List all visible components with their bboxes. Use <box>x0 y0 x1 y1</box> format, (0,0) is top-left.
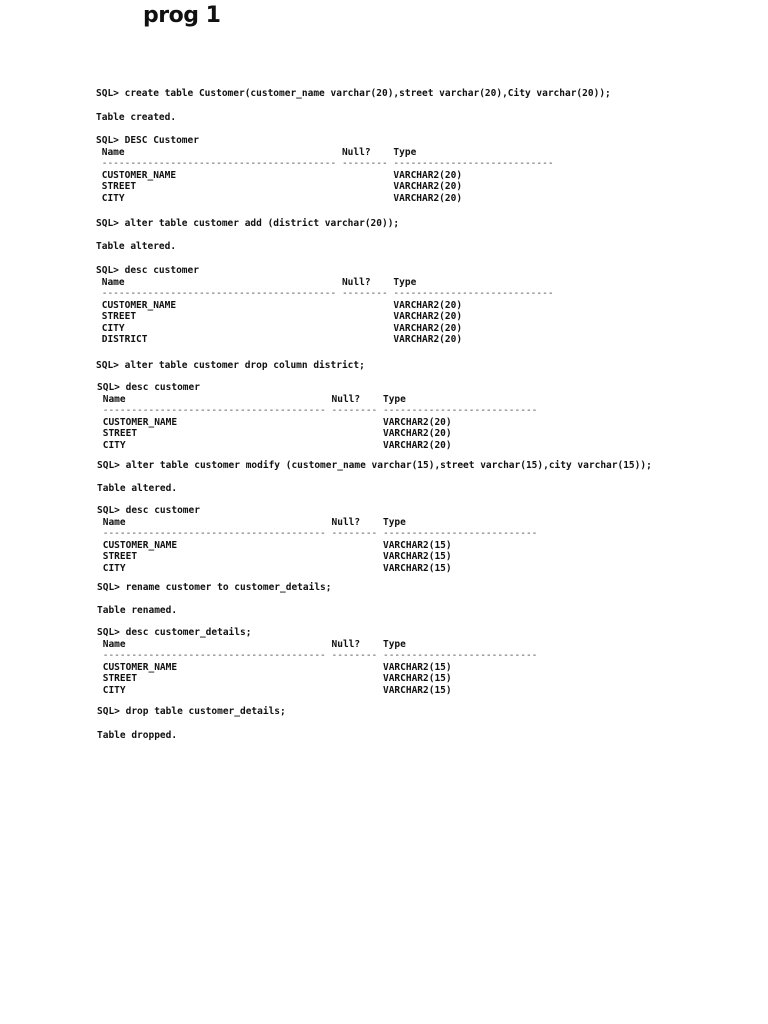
sql-line: CITY VARCHAR2(20) <box>97 439 452 451</box>
sql-line: ----------------------------------------- -------- ---------------------------- <box>96 158 554 169</box>
sql-line: SQL> desc customer <box>97 505 200 516</box>
sql-line: CUSTOMER_NAME VARCHAR2(15) <box>97 539 452 551</box>
sql-line: SQL> alter table customer drop column district; <box>96 360 365 371</box>
sql-line: CUSTOMER_NAME VARCHAR2(15) <box>97 661 452 673</box>
sql-block <box>96 360 365 372</box>
sql-block <box>96 218 399 230</box>
sql-line: STREET VARCHAR2(15) <box>97 551 452 562</box>
sql-block <box>97 460 652 472</box>
sql-line: CITY VARCHAR2(20) <box>96 192 463 204</box>
sql-line: SQL> drop table customer_details; <box>97 706 286 717</box>
sql-line: --------------------------------------- -------- --------------------------- <box>97 528 538 539</box>
sql-line: Name Null? Type <box>97 393 406 405</box>
sql-block <box>96 241 176 253</box>
sql-line: SQL> rename customer to customer_details; <box>97 582 332 593</box>
sql-block <box>97 627 537 696</box>
page-title: prog 1 <box>143 3 221 28</box>
sql-line: SQL> desc customer <box>96 265 199 276</box>
sql-block <box>96 88 611 100</box>
sql-line: CUSTOMER_NAME VARCHAR2(20) <box>96 169 463 181</box>
sql-block <box>97 605 177 617</box>
sql-line: SQL> alter table customer modify (customer_name varchar(15),street varchar(15),city varchar(15)); <box>97 460 652 471</box>
sql-line: Table dropped. <box>97 730 178 741</box>
sql-block <box>97 706 286 718</box>
sql-line: SQL> desc customer_details; <box>97 627 252 638</box>
sql-line: SQL> alter table customer add (district varchar(20)); <box>96 218 400 229</box>
sql-line: Table renamed. <box>97 605 178 616</box>
sql-line: CITY VARCHAR2(20) <box>96 322 463 334</box>
sql-line: CUSTOMER_NAME VARCHAR2(20) <box>97 416 452 428</box>
sql-line: --------------------------------------- -------- --------------------------- <box>97 405 538 416</box>
sql-line: SQL> desc customer <box>97 382 200 393</box>
sql-line: Table created. <box>96 112 177 123</box>
sql-line: STREET VARCHAR2(15) <box>97 673 452 684</box>
sql-block <box>96 112 176 124</box>
sql-block <box>96 265 554 346</box>
sql-line: DISTRICT VARCHAR2(20) <box>96 334 463 345</box>
sql-line: Table altered. <box>97 483 178 494</box>
sql-line: SQL> create table Customer(customer_name varchar(20),street varchar(20),City varchar(20)); <box>96 88 611 99</box>
sql-line: ----------------------------------------- -------- ---------------------------- <box>96 288 554 299</box>
sql-line: SQL> DESC Customer <box>96 135 199 146</box>
sql-block <box>97 382 537 451</box>
sql-line: Name Null? Type <box>96 146 417 158</box>
sql-line: CITY VARCHAR2(15) <box>97 562 452 574</box>
sql-block <box>97 582 332 594</box>
sql-line: STREET VARCHAR2(20) <box>96 311 463 322</box>
sql-line: CUSTOMER_NAME VARCHAR2(20) <box>96 299 463 311</box>
sql-block <box>97 505 537 574</box>
sql-line: STREET VARCHAR2(20) <box>97 428 452 439</box>
sql-block <box>96 135 554 204</box>
sql-line: Name Null? Type <box>97 638 406 650</box>
sql-block <box>97 483 177 495</box>
sql-line: Name Null? Type <box>97 516 406 528</box>
sql-line: Name Null? Type <box>96 276 417 288</box>
sql-line: Table altered. <box>96 241 177 252</box>
sql-line: CITY VARCHAR2(15) <box>97 684 452 696</box>
sql-line: --------------------------------------- -------- --------------------------- <box>97 650 538 661</box>
sql-line: STREET VARCHAR2(20) <box>96 181 463 192</box>
sql-block <box>97 730 177 742</box>
